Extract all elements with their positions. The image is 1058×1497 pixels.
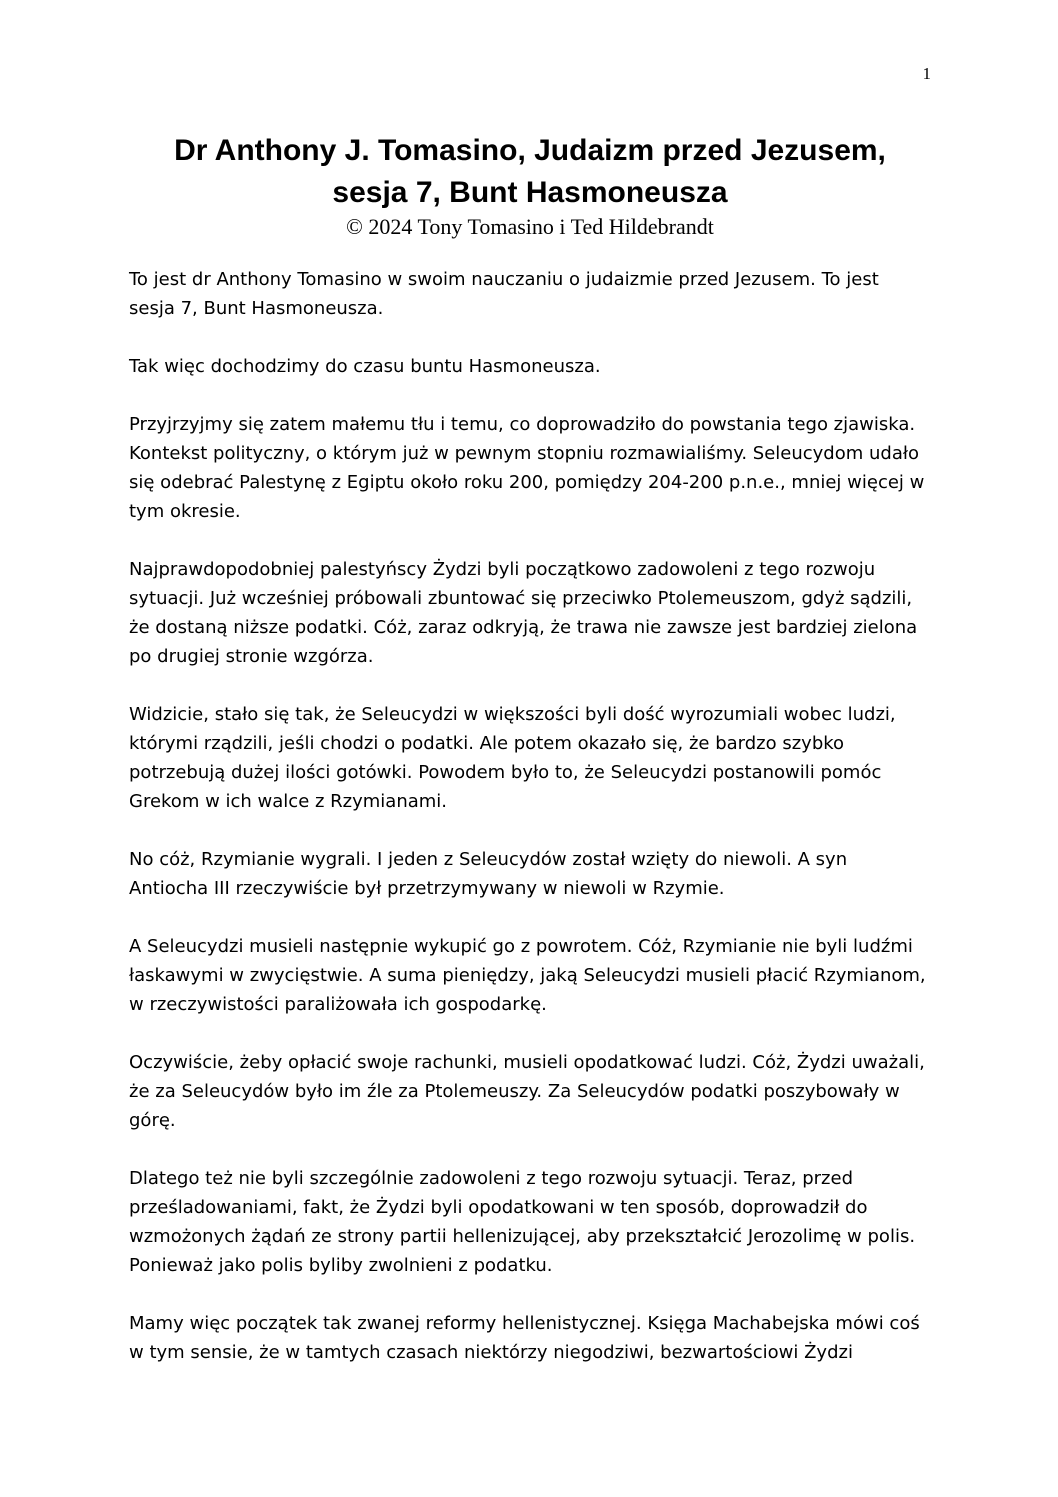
paragraph-2: Tak więc dochodzimy do czasu buntu Hasmoneusza.: [129, 356, 601, 377]
title-block: [100, 130, 960, 240]
page-number: 1: [922, 64, 931, 83]
paragraph-10: Mamy więc początek tak zwanej reformy hellenistycznej. Księga Machabejska mówi coś w tym sensie, że w tamtych czasach niektórzy niegodziwi, bezwartościowi Żydzi: [129, 1313, 920, 1363]
paragraph-8: Oczywiście, żeby opłacić swoje rachunki, musieli opodatkować ludzi. Cóż, Żydzi uważali, że za Seleucydów było im źle za Ptolemeuszy. Za Seleucydów podatki poszybowały w górę.: [129, 1052, 925, 1131]
copyright-line: © 2024 Tony Tomasino i Ted Hildebrandt: [346, 214, 714, 239]
paragraph-7: A Seleucydzi musieli następnie wykupić go z powrotem. Cóż, Rzymianie nie byli ludźmi łaskawymi w zwycięstwie. A suma pieniędzy, jaką Seleucydzi musieli płacić Rzymianom, w rzeczywistości paraliżowała ich gospodarkę.: [129, 936, 926, 1015]
paragraph-9: Dlatego też nie byli szczególnie zadowoleni z tego rozwoju sytuacji. Teraz, przed prześladowaniami, fakt, że Żydzi byli opodatkowani w ten sposób, doprowadził do wzmożonych żądań ze strony partii hellenizującej, aby przekształcić Jerozolimę w polis. Ponieważ jako polis byliby zwolnieni z podatku.: [129, 1168, 916, 1276]
paragraph-5: Widzicie, stało się tak, że Seleucydzi w większości byli dość wyrozumiali wobec ludzi, którymi rządzili, jeśli chodzi o podatki. Ale potem okazało się, że bardzo szybko potrzebują dużej ilości gotówki. Powodem było to, że Seleucydzi postanowili pomóc Grekom w ich walce z Rzymianami.: [129, 704, 896, 812]
document-body: [129, 265, 929, 1396]
title-line-2: sesja 7, Bunt Hasmoneusza: [332, 176, 728, 209]
document-title: [100, 130, 960, 214]
paragraph-4: Najprawdopodobniej palestyńscy Żydzi byli początkowo zadowoleni z tego rozwoju sytuacji. Już wcześniej próbowali zbuntować się przeciwko Ptolemeuszom, gdyż sądzili, że dostaną niższe podatki. Cóż, zaraz odkryją, że trawa nie zawsze jest bardziej zielona po drugiej stronie wzgórza.: [129, 559, 918, 667]
title-line-1: Dr Anthony J. Tomasino, Judaizm przed Jezusem,: [174, 134, 886, 167]
paragraph-3: Przyjrzyjmy się zatem małemu tłu i temu, co doprowadziło do powstania tego zjawiska. Kontekst polityczny, o którym już w pewnym stopniu rozmawialiśmy. Seleucydom udało się odebrać Palestynę z Egiptu około roku 200, pomiędzy 204-200 p.n.e., mniej więcej w tym okresie.: [129, 414, 925, 522]
paragraph-1: To jest dr Anthony Tomasino w swoim nauczaniu o judaizmie przed Jezusem. To jest sesja 7, Bunt Hasmoneusza.: [129, 269, 879, 319]
paragraph-6: No cóż, Rzymianie wygrali. I jeden z Seleucydów został wzięty do niewoli. A syn Antiocha III rzeczywiście był przetrzymywany w niewoli w Rzymie.: [129, 849, 848, 899]
